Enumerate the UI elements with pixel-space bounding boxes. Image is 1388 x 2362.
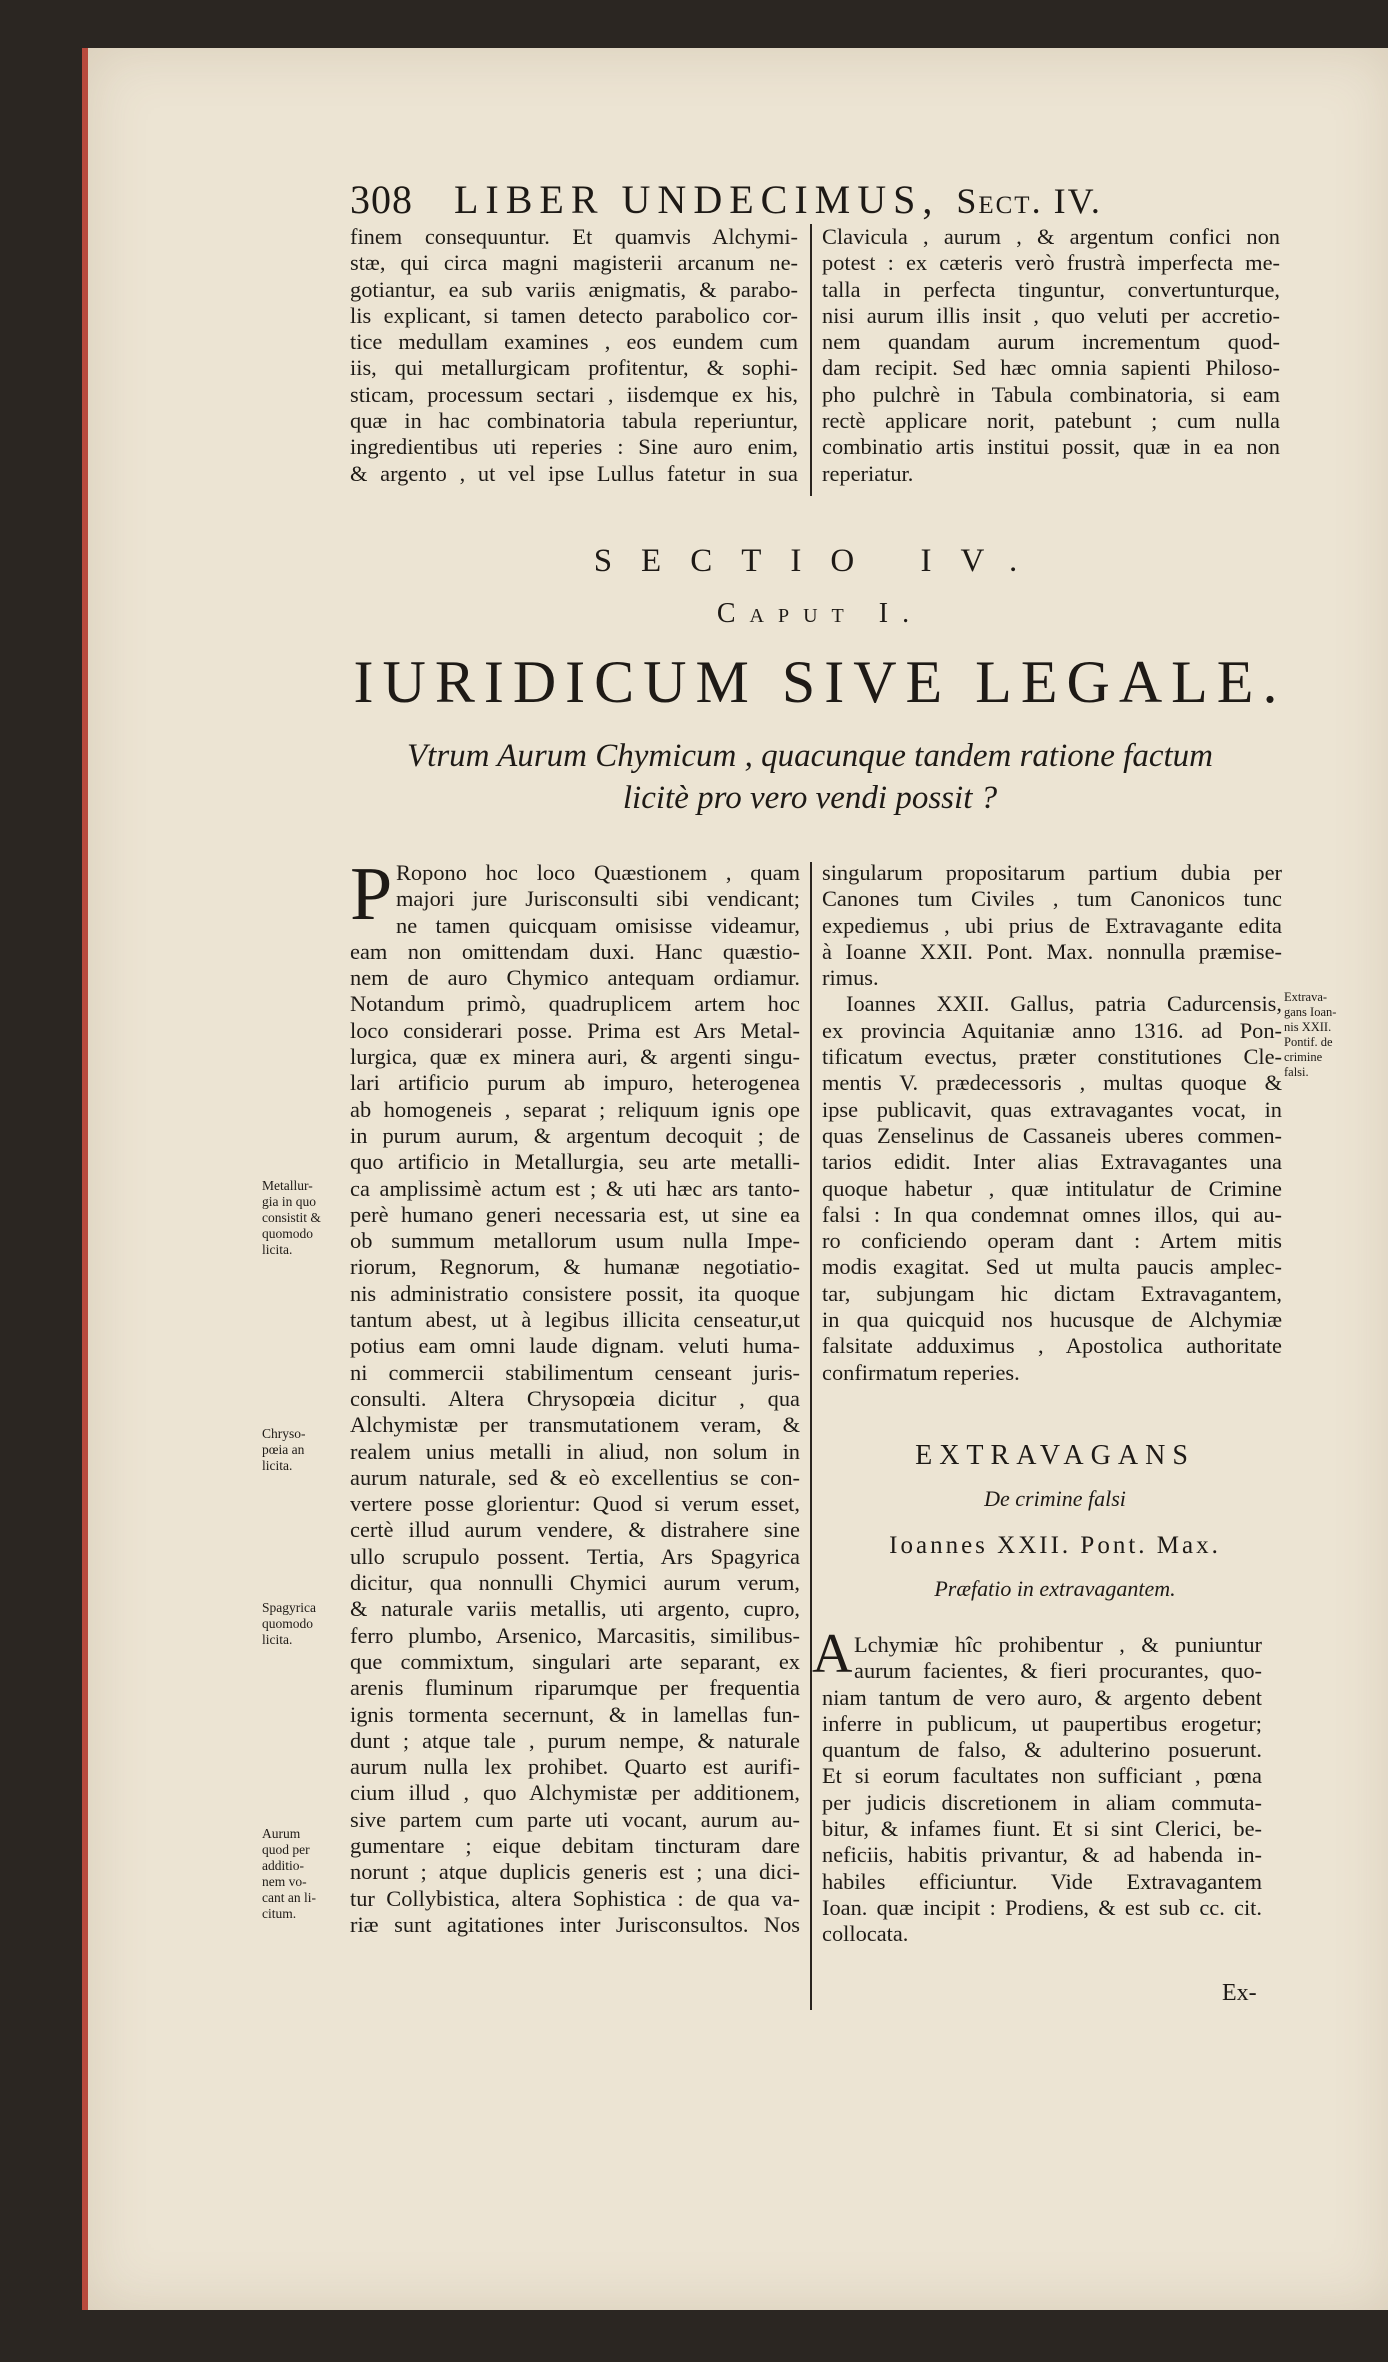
text-line: Alchymistæ per transmutationem veram, & <box>350 1412 800 1438</box>
text-line: ro conficiendo operam dant : Artem mitis <box>822 1228 1282 1254</box>
text-line: Clavicula , aurum , & argentum confici non <box>822 224 1280 249</box>
margin-line: falsi. <box>1284 1065 1309 1079</box>
margin-line: consistit & <box>262 1210 321 1225</box>
question-line-1: Vtrum Aurum Chymicum , quacunque tandem ratione factum <box>407 738 1213 774</box>
text-line: expediemus , ubi prius de Extravagante edita <box>822 912 1282 938</box>
text-line: ullo scrupulo possent. Tertia, Ars Spagyrica <box>350 1543 800 1569</box>
text-line: neficiis, habitis privantur, & ad habenda in- <box>822 1842 1262 1868</box>
chapter-title: IURIDICUM SIVE LEGALE. <box>353 649 1287 715</box>
text-line: rimus. <box>822 965 879 991</box>
text-line: singularum propositarum partium dubia per <box>822 860 1282 885</box>
text-line: majori jure Jurisconsulti sibi vendicant; <box>396 886 800 912</box>
margin-line: citum. <box>262 1906 297 1921</box>
text-line: finem consequuntur. Et quamvis Alchymi- <box>350 224 798 249</box>
text-line: riæ sunt agitationes inter Jurisconsultos. Nos <box>350 1911 800 1937</box>
text-line: confirmatum reperies. <box>822 1359 1020 1385</box>
text-line: & argento , ut vel ipse Lullus fatetur in sua <box>350 460 798 486</box>
text-line: falsi : In qua condemnat omnes illos, qui au- <box>822 1201 1282 1227</box>
text-line: lis explicant, si tamen detecto parabolico cor- <box>350 302 798 328</box>
margin-note-extravagans <box>1284 990 1336 1080</box>
text-line: iis, qui metallurgicam profitentur, & sophi- <box>350 355 798 381</box>
margin-line: nem vo- <box>262 1874 307 1889</box>
text-line: perè humano generi necessaria est, ut sine ea <box>350 1201 800 1227</box>
extravagans-preface: Præfatio in extravagantem. <box>934 1576 1176 1601</box>
margin-note-spagyrica <box>262 1600 316 1648</box>
text-line: eam non omittendam duxi. Hanc quæstio- <box>350 938 800 964</box>
margin-line: crimine <box>1284 1050 1323 1064</box>
text-line: Ioan. quæ incipit : Prodiens, & est sub cc. cit. <box>822 1894 1262 1920</box>
text-line: dicitur, qua nonnulli Chymici aurum verum, <box>350 1570 800 1596</box>
text-line: Canones tum Civiles , tum Canonicos tunc <box>822 886 1282 912</box>
margin-line: cant an li- <box>262 1890 316 1905</box>
text-line: nis administratio consistere possit, ita quoque <box>350 1280 800 1306</box>
text-line: nem de auro Chymico antequam ordiamur. <box>350 965 800 991</box>
text-line: per judicis discretionem in aliam commuta- <box>822 1789 1262 1815</box>
margin-note-aurum <box>262 1826 316 1922</box>
margin-line: quomodo <box>262 1226 314 1241</box>
text-line: Notandum primò, quadruplicem artem hoc <box>350 991 800 1017</box>
text-line: gotiantur, ea sub variis ænigmatis, & parabo- <box>350 276 798 302</box>
text-line: aurum naturale, sed & eò excellentius se con- <box>350 1464 800 1490</box>
text-line: quo artificio in Metallurgia, seu arte metalli- <box>350 1149 800 1175</box>
text-line: & naturale variis metallis, uti argento, cupro, <box>350 1596 800 1622</box>
text-line: sticam, processum sectari , iisdemque ex his, <box>350 381 798 407</box>
text-line: niam tantum de vero auro, & argento debent <box>822 1684 1262 1710</box>
text-line: in purum aurum, & argentum decoquit ; de <box>350 1122 800 1148</box>
margin-line: Aurum <box>262 1826 301 1841</box>
text-line: lurgica, quæ ex minera auri, & argenti singu- <box>350 1044 800 1070</box>
extravagans-subheading: De crimine falsi <box>984 1486 1126 1511</box>
top-left-column <box>350 224 798 487</box>
text-line: falsitate adduximus , Apostolica authoritate <box>822 1333 1282 1359</box>
text-line: sive partem cum parte uti vocant, aurum au- <box>350 1806 800 1832</box>
text-line: ipse publicavit, quas extravagantes vocat, in <box>822 1096 1282 1122</box>
text-line: tar, subjungam hic dictam Extravagantem, <box>822 1280 1282 1306</box>
text-line: Et si eorum facultates non sufficiant , pœna <box>822 1763 1262 1789</box>
text-line: ex provincia Aquitaniæ anno 1316. ad Pon- <box>822 1017 1282 1043</box>
margin-note-metallurgia <box>262 1178 321 1258</box>
margin-line: gia in quo <box>262 1194 316 1209</box>
text-line: habiles efficiuntur. Vide Extravagantem <box>822 1868 1262 1894</box>
margin-line: Extrava- <box>1284 990 1328 1004</box>
text-line: ob summum metallorum usum nulla Impe- <box>350 1228 800 1254</box>
catchword: Ex- <box>1222 1980 1257 2006</box>
margin-line: Metallur- <box>262 1178 313 1193</box>
margin-line: Chryso- <box>262 1426 306 1441</box>
text-line: Lchymiæ hîc prohibentur , & puniuntur <box>854 1632 1262 1657</box>
text-line: combinatio artis institui possit, quæ in ea non <box>822 434 1280 460</box>
text-line: loco considerari posse. Prima est Ars Metal- <box>350 1017 800 1043</box>
drop-cap: P <box>350 852 393 936</box>
top-right-column <box>822 224 1280 487</box>
text-line: tarios edidit. Inter alias Extravagantes una <box>822 1149 1282 1175</box>
text-line: pho pulchrè in Tabula combinatoria, si eam <box>822 381 1280 407</box>
text-line: gumentare ; eique debitam tincturam dare <box>350 1832 800 1858</box>
extravagans-heading: EXTRAVAGANS <box>915 1440 1195 1471</box>
text-line: consulti. Altera Chrysopœia dicitur , qua <box>350 1385 800 1411</box>
text-line: ignis tormenta secernunt, & in lamellas fun- <box>350 1701 800 1727</box>
column-rule <box>810 224 812 496</box>
text-line: in qua quicquid nos hucusque de Alchymiæ <box>822 1307 1282 1333</box>
text-line: vertere posse glorientur: Quod si verum esset, <box>350 1491 800 1517</box>
margin-line: licita. <box>262 1242 293 1257</box>
text-line: bitur, & infames fiunt. Et si sint Clerici, be- <box>822 1816 1262 1842</box>
margin-line: nis XXII. <box>1284 1020 1332 1034</box>
text-line: mentis V. prædecessoris , multas quoque & <box>822 1070 1282 1096</box>
text-line: modis exagitat. Sed ut multa paucis amplec- <box>822 1254 1282 1280</box>
page-number: 308 <box>350 177 413 222</box>
text-line: norunt ; atque duplicis generis est ; una dici- <box>350 1859 800 1885</box>
margin-note-chrysopoeia <box>262 1426 306 1474</box>
text-line: quoque habetur , quæ intitulatur de Crimine <box>822 1175 1282 1201</box>
margin-line: quod per <box>262 1842 310 1857</box>
text-line: que commixtum, singulari arte separant, ex <box>350 1648 800 1674</box>
text-line: realem unius metalli in aliud, non solum in <box>350 1438 800 1464</box>
text-line: arenis fluminum riparumque per frequentia <box>350 1675 800 1701</box>
question-line-2: licitè pro vero vendi possit ? <box>622 780 998 816</box>
text-line: dunt ; atque tale , purum nempe, & naturale <box>350 1727 800 1753</box>
margin-line: licita. <box>262 1632 293 1647</box>
text-line: stæ, qui circa magni magisterii arcanum ne- <box>350 250 798 276</box>
text-line: ab homogeneis , separat ; reliquum ignis ope <box>350 1096 800 1122</box>
margin-line: Pontif. de <box>1284 1035 1333 1049</box>
margin-line: gans Ioan- <box>1284 1005 1337 1019</box>
margin-line: Spagyrica <box>262 1600 316 1615</box>
text-line: Ioannes XXII. Gallus, patria Cadurcensis, <box>846 991 1282 1017</box>
section-label: Sect. IV. <box>956 181 1102 221</box>
text-line: collocata. <box>822 1921 909 1947</box>
margin-line: quomodo <box>262 1616 314 1631</box>
column-rule <box>810 862 812 2010</box>
margin-line: pœia an <box>262 1442 305 1457</box>
body-right-column <box>822 860 1282 1386</box>
text-line: ingredientibus uti reperies : Sine auro enim, <box>350 434 798 460</box>
margin-line: additio- <box>262 1858 304 1873</box>
text-line: cium illud , quo Alchymistæ per additionem, <box>350 1780 800 1806</box>
text-line: talla in perfecta tinguntur, convertunturque, <box>822 276 1280 302</box>
text-line: aurum nulla lex prohibet. Quarto est aurifi- <box>350 1754 800 1780</box>
text-line: à Ioanne XXII. Pont. Max. nonnulla præmise- <box>822 938 1282 964</box>
text-line: ferro plumbo, Arsenico, Marcasitis, similibus- <box>350 1622 800 1648</box>
text-line: ni commercii stabilimentum censeant juris- <box>350 1359 800 1385</box>
text-line: aurum facientes, & fieri procurantes, quo- <box>854 1658 1262 1684</box>
margin-line: licita. <box>262 1458 293 1473</box>
text-line: nisi aurum illis insit , quo veluti per accretio- <box>822 302 1280 328</box>
text-line: inferre in publicum, ut paupertibus erogetur; <box>822 1710 1262 1736</box>
text-line: Ropono hoc loco Quæstionem , quam <box>396 860 800 885</box>
text-line: lari artificio purum ab impuro, heterogenea <box>350 1070 800 1096</box>
section-heading: SECTIO IV. <box>593 543 1047 579</box>
text-line: tificatum evectus, præter constitutiones Cle- <box>822 1044 1282 1070</box>
text-line: potest : ex cæteris verò frustrà imperfecta me- <box>822 250 1280 276</box>
text-line: ca amplissimè actum est ; & uti hæc ars tanto- <box>350 1175 800 1201</box>
text-line: certè illud aurum vendere, & distrahere sine <box>350 1517 800 1543</box>
text-line: ne tamen quicquam omisisse videamur, <box>396 912 800 938</box>
text-line: tantum abest, ut à legibus illicita censeatur,ut <box>350 1307 800 1333</box>
text-line: tur Collybistica, altera Sophistica : de qua va- <box>350 1885 800 1911</box>
extravagans-author: Ioannes XXII. Pont. Max. <box>889 1532 1221 1559</box>
text-line: tice medullam examines , eos eundem cum <box>350 329 798 355</box>
extravagans-text <box>822 1632 1262 1948</box>
text-line: quantum de falso, & adulterino posuerunt. <box>822 1737 1262 1763</box>
running-head <box>350 176 1300 223</box>
text-line: quas Zenselinus de Cassaneis uberes commen- <box>822 1122 1282 1148</box>
book-title: LIBER UNDECIMUS, <box>454 177 940 222</box>
text-line: reperiatur. <box>822 460 914 486</box>
extra-drop-cap: A <box>812 1623 853 1685</box>
text-line: riorum, Regnorum, & humanæ negotiatio- <box>350 1254 800 1280</box>
text-line: quæ in hac combinatoria tabula reperiuntur, <box>350 408 798 434</box>
body-left-column <box>350 860 800 1938</box>
text-line: potius eam omni laude dignam. veluti huma- <box>350 1333 800 1359</box>
text-line: dam recipit. Sed hæc omnia sapienti Philoso- <box>822 355 1280 381</box>
text-line: rectè applicare norit, patebunt ; cum nulla <box>822 408 1280 434</box>
chapter-heading: Caput I. <box>716 598 924 629</box>
text-line: nem quandam aurum incrementum quod- <box>822 329 1280 355</box>
